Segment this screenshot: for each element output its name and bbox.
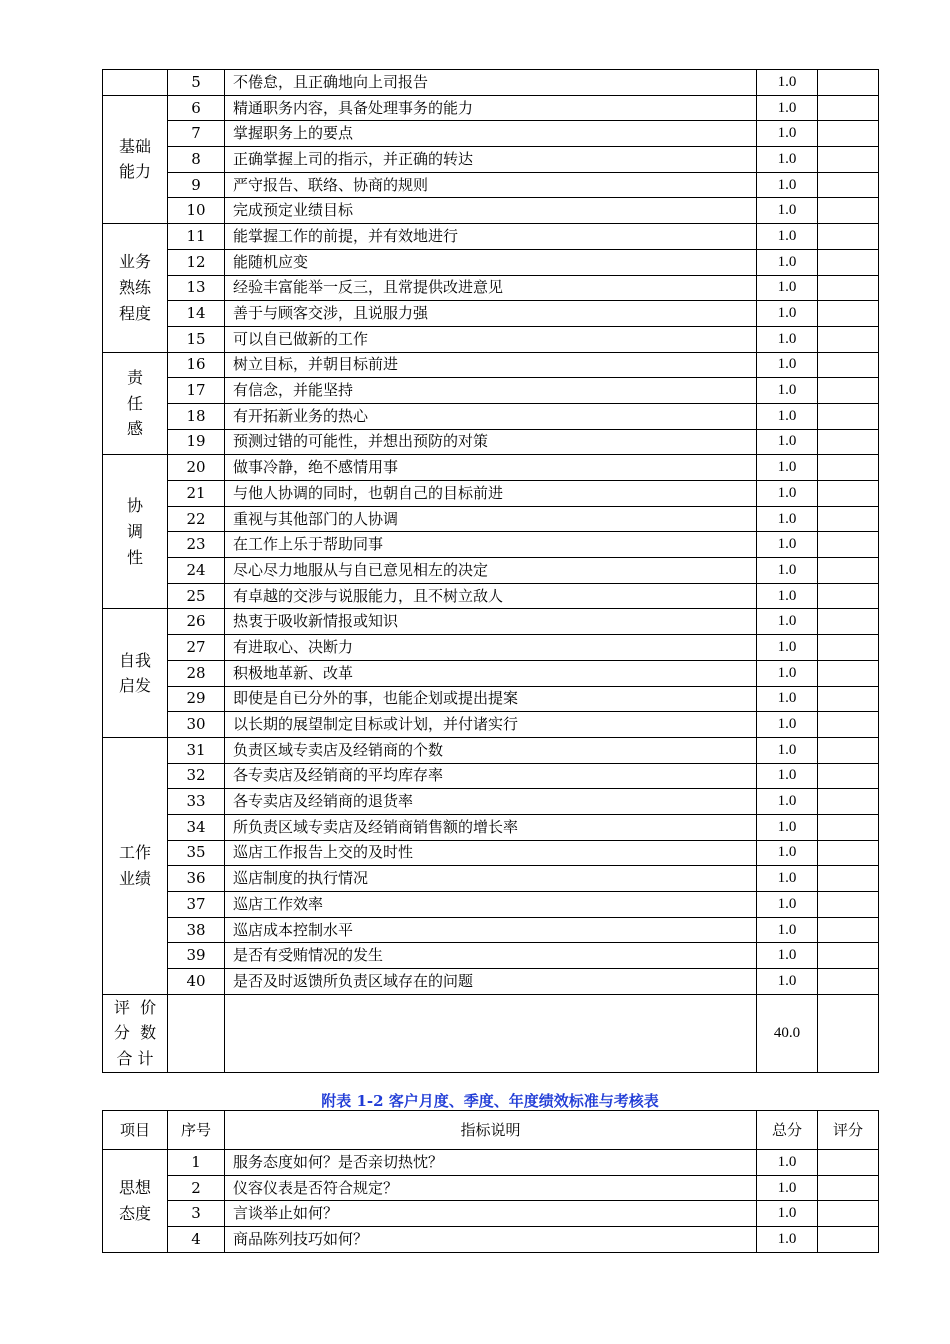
number-cell: 17 <box>168 378 225 404</box>
number-cell: 32 <box>168 763 225 789</box>
number-cell: 14 <box>168 301 225 327</box>
table-row <box>103 481 879 507</box>
description-cell: 巡店成本控制水平 <box>225 917 757 943</box>
table-row <box>103 147 879 173</box>
score-cell: 1.0 <box>757 789 818 815</box>
description-cell: 以长期的展望制定目标或计划，并付诸实行 <box>225 712 757 738</box>
number-cell: 36 <box>168 866 225 892</box>
description-cell: 在工作上乐于帮助同事 <box>225 532 757 558</box>
header-number: 序号 <box>168 1111 225 1150</box>
table-row <box>103 969 879 995</box>
score-cell: 1.0 <box>757 532 818 558</box>
score-cell: 1.0 <box>757 1150 818 1176</box>
number-cell: 6 <box>168 95 225 121</box>
rating-cell[interactable] <box>818 403 879 429</box>
table-row <box>103 70 879 96</box>
number-cell: 29 <box>168 686 225 712</box>
score-cell: 1.0 <box>757 583 818 609</box>
number-cell: 22 <box>168 506 225 532</box>
rating-cell[interactable] <box>818 763 879 789</box>
description-cell: 能掌握工作的前提，并有效地进行 <box>225 224 757 250</box>
table-row <box>103 249 879 275</box>
category-cell: 思想 态度 <box>103 1150 168 1253</box>
description-cell: 仪容仪表是否符合规定？ <box>225 1175 757 1201</box>
rating-cell[interactable] <box>818 635 879 661</box>
table-row <box>103 172 879 198</box>
table-row <box>103 558 879 584</box>
number-cell: 34 <box>168 814 225 840</box>
score-cell: 1.0 <box>757 943 818 969</box>
description-cell: 各专卖店及经销商的退货率 <box>225 789 757 815</box>
number-cell: 27 <box>168 635 225 661</box>
table-row <box>103 532 879 558</box>
score-cell: 1.0 <box>757 481 818 507</box>
rating-cell[interactable] <box>818 583 879 609</box>
table-row <box>103 943 879 969</box>
score-cell: 1.0 <box>757 686 818 712</box>
rating-cell[interactable] <box>818 429 879 455</box>
rating-cell[interactable] <box>818 1150 879 1176</box>
rating-cell[interactable] <box>818 686 879 712</box>
number-cell: 16 <box>168 352 225 378</box>
total-row <box>103 994 879 1072</box>
description-cell: 与他人协调的同时，也朝自己的目标前进 <box>225 481 757 507</box>
score-cell: 1.0 <box>757 506 818 532</box>
description-cell: 正确掌握上司的指示，并正确的转达 <box>225 147 757 173</box>
number-cell: 19 <box>168 429 225 455</box>
table-row <box>103 660 879 686</box>
score-cell: 1.0 <box>757 147 818 173</box>
category-cell: 基础 能力 <box>103 95 168 223</box>
rating-cell[interactable] <box>818 481 879 507</box>
score-cell: 1.0 <box>757 1227 818 1253</box>
number-cell: 25 <box>168 583 225 609</box>
score-cell: 1.0 <box>757 172 818 198</box>
score-cell: 1.0 <box>757 763 818 789</box>
description-cell: 可以自已做新的工作 <box>225 326 757 352</box>
rating-cell[interactable] <box>818 95 879 121</box>
description-cell: 经验丰富能举一反三，且常提供改进意见 <box>225 275 757 301</box>
number-cell: 31 <box>168 737 225 763</box>
category-cell: 责 任 感 <box>103 352 168 455</box>
number-cell: 30 <box>168 712 225 738</box>
table-row <box>103 892 879 918</box>
table-row <box>103 814 879 840</box>
description-cell: 精通职务内容，具备处理事务的能力 <box>225 95 757 121</box>
number-cell: 1 <box>168 1150 225 1176</box>
rating-cell[interactable] <box>818 814 879 840</box>
description-cell: 各专卖店及经销商的平均库存率 <box>225 763 757 789</box>
number-cell: 2 <box>168 1175 225 1201</box>
number-cell: 5 <box>168 70 225 96</box>
table-row <box>103 1227 879 1253</box>
table-caption: 附表 1-2 客户月度、季度、年度绩效标准与考核表 <box>321 1092 659 1110</box>
score-cell: 1.0 <box>757 70 818 96</box>
number-cell: 21 <box>168 481 225 507</box>
description-cell: 积极地革新、改革 <box>225 660 757 686</box>
score-cell: 1.0 <box>757 840 818 866</box>
rating-cell[interactable] <box>818 840 879 866</box>
number-cell: 13 <box>168 275 225 301</box>
description-cell: 有开拓新业务的热心 <box>225 403 757 429</box>
description-cell: 有卓越的交涉与说服能力，且不树立敌人 <box>225 583 757 609</box>
number-cell: 33 <box>168 789 225 815</box>
score-cell: 1.0 <box>757 1201 818 1227</box>
category-cell: 自我 启发 <box>103 609 168 737</box>
rating-cell[interactable] <box>818 737 879 763</box>
client-performance-table <box>102 1110 879 1253</box>
score-cell: 1.0 <box>757 1175 818 1201</box>
description-cell: 掌握职务上的要点 <box>225 121 757 147</box>
score-cell: 1.0 <box>757 892 818 918</box>
description-cell: 巡店工作报告上交的及时性 <box>225 840 757 866</box>
rating-cell[interactable] <box>818 352 879 378</box>
table-row <box>103 583 879 609</box>
rating-cell[interactable] <box>818 224 879 250</box>
description-cell: 巡店工作效率 <box>225 892 757 918</box>
rating-cell[interactable] <box>818 506 879 532</box>
rating-cell[interactable] <box>818 943 879 969</box>
number-cell: 40 <box>168 969 225 995</box>
table-row <box>103 712 879 738</box>
description-cell: 重视与其他部门的人协调 <box>225 506 757 532</box>
number-cell: 3 <box>168 1201 225 1227</box>
score-cell: 1.0 <box>757 814 818 840</box>
table-row <box>103 686 879 712</box>
number-cell: 39 <box>168 943 225 969</box>
number-cell: 38 <box>168 917 225 943</box>
description-cell: 严守报告、联络、协商的规则 <box>225 172 757 198</box>
table-row <box>103 455 879 481</box>
description-cell: 巡店制度的执行情况 <box>225 866 757 892</box>
table-row <box>103 506 879 532</box>
score-cell: 1.0 <box>757 635 818 661</box>
evaluation-table <box>102 69 879 1073</box>
table-row <box>103 378 879 404</box>
number-cell: 23 <box>168 532 225 558</box>
score-cell: 1.0 <box>757 326 818 352</box>
description-cell: 商品陈列技巧如何？ <box>225 1227 757 1253</box>
rating-cell[interactable] <box>818 121 879 147</box>
table-row <box>103 737 879 763</box>
score-cell: 1.0 <box>757 737 818 763</box>
table-row <box>103 635 879 661</box>
score-cell: 1.0 <box>757 660 818 686</box>
rating-cell[interactable] <box>818 326 879 352</box>
table-row <box>103 403 879 429</box>
score-cell: 1.0 <box>757 352 818 378</box>
number-cell: 12 <box>168 249 225 275</box>
score-cell: 1.0 <box>757 121 818 147</box>
number-cell: 9 <box>168 172 225 198</box>
description-cell: 做事冷静，绝不感情用事 <box>225 455 757 481</box>
description-cell: 即使是自已分外的事，也能企划或提出提案 <box>225 686 757 712</box>
number-cell: 37 <box>168 892 225 918</box>
rating-cell[interactable] <box>818 969 879 995</box>
score-cell: 1.0 <box>757 378 818 404</box>
rating-cell[interactable] <box>818 866 879 892</box>
table-row <box>103 95 879 121</box>
number-cell: 35 <box>168 840 225 866</box>
rating-cell[interactable] <box>818 789 879 815</box>
rating-cell[interactable] <box>818 455 879 481</box>
description-cell: 能随机应变 <box>225 249 757 275</box>
total-label: 评 价 分 数 合 计 <box>103 994 168 1072</box>
rating-cell[interactable] <box>818 609 879 635</box>
table-row <box>103 840 879 866</box>
table-row <box>103 352 879 378</box>
header-rating: 评分 <box>818 1111 879 1150</box>
rating-cell[interactable] <box>818 712 879 738</box>
rating-cell[interactable] <box>818 532 879 558</box>
description-cell: 预测过错的可能性，并想出预防的对策 <box>225 429 757 455</box>
score-cell: 1.0 <box>757 275 818 301</box>
category-cell <box>103 70 168 96</box>
table-row <box>103 789 879 815</box>
description-cell: 尽心尽力地服从与自已意见相左的决定 <box>225 558 757 584</box>
score-cell: 1.0 <box>757 558 818 584</box>
score-cell: 1.0 <box>757 403 818 429</box>
header-total: 总分 <box>757 1111 818 1150</box>
description-cell: 是否有受贿情况的发生 <box>225 943 757 969</box>
number-cell: 15 <box>168 326 225 352</box>
number-cell: 7 <box>168 121 225 147</box>
total-rating-cell[interactable] <box>818 994 879 1072</box>
category-cell: 协 调 性 <box>103 455 168 609</box>
rating-cell[interactable] <box>818 558 879 584</box>
table-row <box>103 1150 879 1176</box>
rating-cell[interactable] <box>818 147 879 173</box>
description-cell: 服务态度如何？是否亲切热忱？ <box>225 1150 757 1176</box>
number-cell: 26 <box>168 609 225 635</box>
number-cell: 20 <box>168 455 225 481</box>
table-row <box>103 301 879 327</box>
table-row <box>103 326 879 352</box>
score-cell: 1.0 <box>757 198 818 224</box>
score-cell: 1.0 <box>757 224 818 250</box>
table-row <box>103 1201 879 1227</box>
total-value: 40.0 <box>757 994 818 1072</box>
score-cell: 1.0 <box>757 95 818 121</box>
rating-cell[interactable] <box>818 70 879 96</box>
table-row <box>103 224 879 250</box>
description-cell: 是否及时返馈所负责区域存在的问题 <box>225 969 757 995</box>
description-cell: 完成预定业绩目标 <box>225 198 757 224</box>
score-cell: 1.0 <box>757 917 818 943</box>
number-cell: 24 <box>168 558 225 584</box>
total-description-cell <box>225 994 757 1072</box>
rating-cell[interactable] <box>818 198 879 224</box>
description-cell: 所负责区域专卖店及经销商销售额的增长率 <box>225 814 757 840</box>
rating-cell[interactable] <box>818 917 879 943</box>
number-cell: 28 <box>168 660 225 686</box>
table-row <box>103 1175 879 1201</box>
score-cell: 1.0 <box>757 301 818 327</box>
description-cell: 负责区域专卖店及经销商的个数 <box>225 737 757 763</box>
description-cell: 言谈举止如何？ <box>225 1201 757 1227</box>
table-row <box>103 275 879 301</box>
table-row <box>103 866 879 892</box>
score-cell: 1.0 <box>757 455 818 481</box>
description-cell: 有信念，并能坚持 <box>225 378 757 404</box>
header-row <box>103 1111 879 1150</box>
description-cell: 不倦怠，且正确地向上司报告 <box>225 70 757 96</box>
score-cell: 1.0 <box>757 866 818 892</box>
rating-cell[interactable] <box>818 275 879 301</box>
score-cell: 1.0 <box>757 249 818 275</box>
rating-cell[interactable] <box>818 1201 879 1227</box>
number-cell: 18 <box>168 403 225 429</box>
table-row <box>103 763 879 789</box>
score-cell: 1.0 <box>757 609 818 635</box>
table-row <box>103 198 879 224</box>
header-description: 指标说明 <box>225 1111 757 1150</box>
number-cell: 8 <box>168 147 225 173</box>
score-cell: 1.0 <box>757 429 818 455</box>
description-cell: 树立目标，并朝目标前进 <box>225 352 757 378</box>
score-cell: 1.0 <box>757 969 818 995</box>
rating-cell[interactable] <box>818 301 879 327</box>
table-row <box>103 121 879 147</box>
rating-cell[interactable] <box>818 892 879 918</box>
description-cell: 有进取心、决断力 <box>225 635 757 661</box>
number-cell: 4 <box>168 1227 225 1253</box>
description-cell: 热衷于吸收新情报或知识 <box>225 609 757 635</box>
rating-cell[interactable] <box>818 1227 879 1253</box>
table-row <box>103 917 879 943</box>
rating-cell[interactable] <box>818 172 879 198</box>
rating-cell[interactable] <box>818 1175 879 1201</box>
number-cell: 11 <box>168 224 225 250</box>
description-cell: 善于与顾客交涉，且说服力强 <box>225 301 757 327</box>
category-cell: 工作 业绩 <box>103 737 168 994</box>
rating-cell[interactable] <box>818 249 879 275</box>
category-cell: 业务 熟练 程度 <box>103 224 168 352</box>
number-cell: 10 <box>168 198 225 224</box>
table-row <box>103 609 879 635</box>
table-row <box>103 429 879 455</box>
total-number-cell <box>168 994 225 1072</box>
rating-cell[interactable] <box>818 660 879 686</box>
score-cell: 1.0 <box>757 712 818 738</box>
rating-cell[interactable] <box>818 378 879 404</box>
header-item: 项目 <box>103 1111 168 1150</box>
